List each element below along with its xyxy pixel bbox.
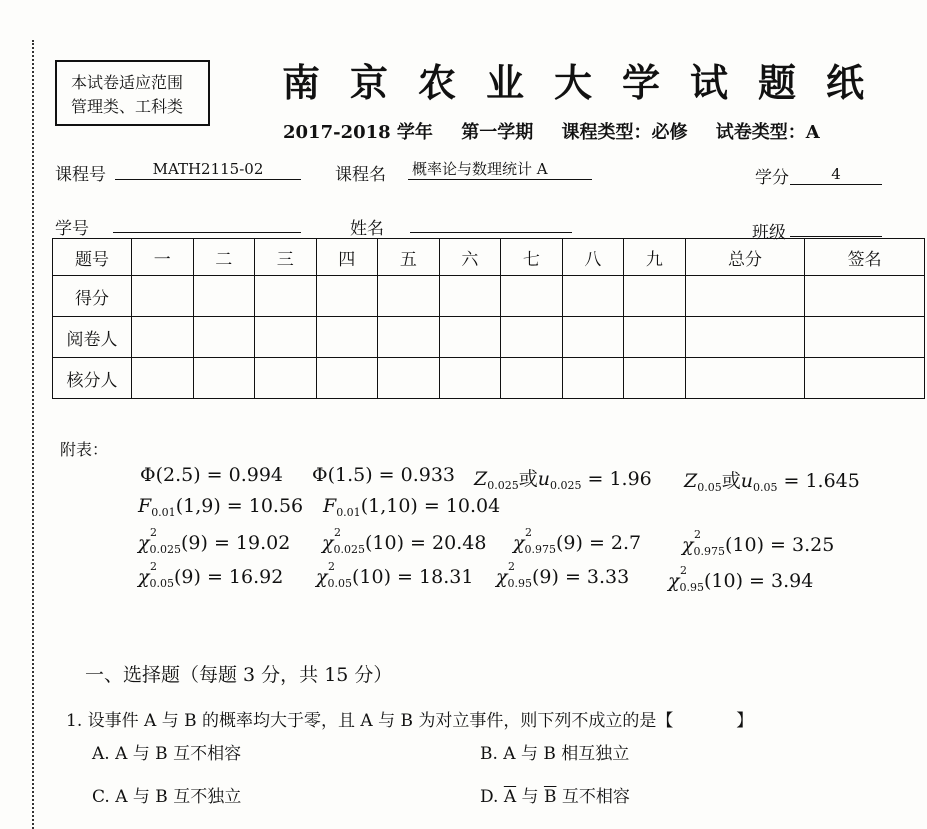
course-name-field: 概率论与数理统计 A (408, 157, 592, 180)
question-1-bracket-close: 】 (736, 711, 754, 731)
chi2-0-975-9: χ 2 $_{0.975}$(9) = 2.7 (513, 526, 642, 556)
scope-line-1: 本试卷适应范围 (71, 73, 184, 92)
score-cell[interactable] (316, 276, 378, 317)
z-0-05: $Z_{0.05}$或$u_{0.05} = 1.645$ (684, 470, 860, 494)
score-cell[interactable] (316, 317, 378, 358)
score-cell[interactable] (624, 276, 686, 317)
score-cell[interactable] (685, 317, 805, 358)
row-label: 阅卷人 (53, 317, 132, 358)
score-cell[interactable] (501, 276, 563, 317)
name-field[interactable] (410, 210, 572, 233)
student-no-label: 学号 (55, 219, 89, 239)
phi-2-5: Φ(2.5) = 0.994 (140, 464, 284, 486)
student-no-field[interactable] (113, 210, 301, 233)
credit-label: 学分 (755, 168, 789, 188)
score-cell[interactable] (378, 358, 440, 399)
score-cell[interactable] (501, 317, 563, 358)
f-0-01-1-9: $F_{0.01}(1,9) = 10.56$ (138, 495, 304, 519)
option-c: C. A 与 B 互不独立 (92, 787, 242, 807)
z-0-025: $Z_{0.025}$或$u_{0.025} = 1.96$ (474, 468, 652, 492)
chi2-0-95-10: χ 2 $_{0.95}$(10) = 3.94 (668, 564, 814, 594)
header-cell: 总分 (685, 239, 805, 276)
exam-subtitle (283, 118, 842, 144)
score-cell[interactable] (316, 358, 378, 399)
chi2-0-975-10: χ 2 $_{0.975}$(10) = 3.25 (682, 528, 835, 558)
score-table-header-row (53, 239, 925, 276)
option-a: A. A 与 B 互不相容 (92, 744, 242, 764)
scope-line-2: 管理类、工科类 (71, 97, 184, 116)
score-cell[interactable] (501, 358, 563, 399)
score-cell[interactable] (439, 276, 501, 317)
academic-year: 2017-2018 学年 (283, 122, 433, 143)
header-cell: 签名 (805, 239, 925, 276)
term: 第一学期 (461, 122, 534, 143)
score-cell[interactable] (193, 317, 255, 358)
paper-type: 试卷类型：A (715, 122, 820, 143)
option-d: D. $\overline{A}$ 与 $\overline{B}$ 互不相容 (480, 787, 630, 807)
score-cell[interactable] (562, 317, 624, 358)
header-cell: 一 (132, 239, 194, 276)
score-cell[interactable] (255, 276, 317, 317)
score-cell[interactable] (624, 358, 686, 399)
header-cell: 七 (501, 239, 563, 276)
course-no-label: 课程号 (55, 165, 106, 185)
score-cell[interactable] (193, 276, 255, 317)
score-cell[interactable] (439, 317, 501, 358)
question-1-text: 1. 设事件 A 与 B 的概率均大于零，且 A 与 B 为对立事件，则下列不成立的是【 (66, 711, 674, 731)
page-title: 南京农业大学试题纸 (282, 60, 895, 105)
score-cell[interactable] (193, 358, 255, 399)
score-cell[interactable] (439, 358, 501, 399)
score-cell[interactable] (562, 276, 624, 317)
score-table (52, 238, 925, 399)
chi2-0-025-9: χ 2 $_{0.025}$(9) = 19.02 (138, 526, 291, 556)
question-1 (66, 706, 753, 731)
binding-dotted-line (32, 40, 34, 829)
header-cell: 五 (378, 239, 440, 276)
score-cell[interactable] (378, 317, 440, 358)
f-0-01-1-10: $F_{0.01}(1,10) = 10.04$ (323, 495, 501, 519)
header-cell: 八 (562, 239, 624, 276)
course-name-label: 课程名 (335, 165, 386, 185)
credit-field: 4 (790, 162, 882, 185)
header-cell: 四 (316, 239, 378, 276)
chi2-0-95-9: χ 2 $_{0.95}$(9) = 3.33 (496, 560, 630, 590)
score-cell[interactable] (624, 317, 686, 358)
grader-row (53, 317, 925, 358)
score-cell[interactable] (805, 317, 925, 358)
header-cell: 六 (439, 239, 501, 276)
header-cell: 三 (255, 239, 317, 276)
chi2-0-05-9: χ 2 $_{0.05}$(9) = 16.92 (138, 560, 284, 590)
score-cell[interactable] (685, 276, 805, 317)
header-cell: 题号 (53, 239, 132, 276)
chi2-0-05-10: χ 2 $_{0.05}$(10) = 18.31 (316, 560, 474, 590)
header-cell: 九 (624, 239, 686, 276)
score-cell[interactable] (562, 358, 624, 399)
scope-box (55, 60, 210, 126)
name-label: 姓名 (350, 219, 384, 239)
phi-1-5: Φ(1.5) = 0.933 (312, 464, 456, 486)
header-cell: 二 (193, 239, 255, 276)
class-field[interactable] (790, 214, 882, 237)
score-row (53, 276, 925, 317)
score-cell[interactable] (255, 317, 317, 358)
class-label: 班级 (752, 223, 786, 243)
score-cell[interactable] (805, 358, 925, 399)
score-cell[interactable] (805, 276, 925, 317)
course-type: 课程类型：必修 (561, 122, 688, 143)
score-cell[interactable] (132, 317, 194, 358)
chi2-0-025-10: χ 2 $_{0.025}$(10) = 20.48 (322, 526, 487, 556)
section-heading: 一、选择题（每题 3 分，共 15 分） (85, 664, 393, 686)
checker-row (53, 358, 925, 399)
appendix-label: 附表： (60, 440, 109, 459)
score-cell[interactable] (132, 276, 194, 317)
row-label: 核分人 (53, 358, 132, 399)
score-cell[interactable] (255, 358, 317, 399)
course-no-field: MATH2115-02 (115, 157, 301, 180)
score-cell[interactable] (132, 358, 194, 399)
score-cell[interactable] (378, 276, 440, 317)
row-label: 得分 (53, 276, 132, 317)
score-cell[interactable] (685, 358, 805, 399)
option-b: B. A 与 B 相互独立 (480, 744, 630, 764)
